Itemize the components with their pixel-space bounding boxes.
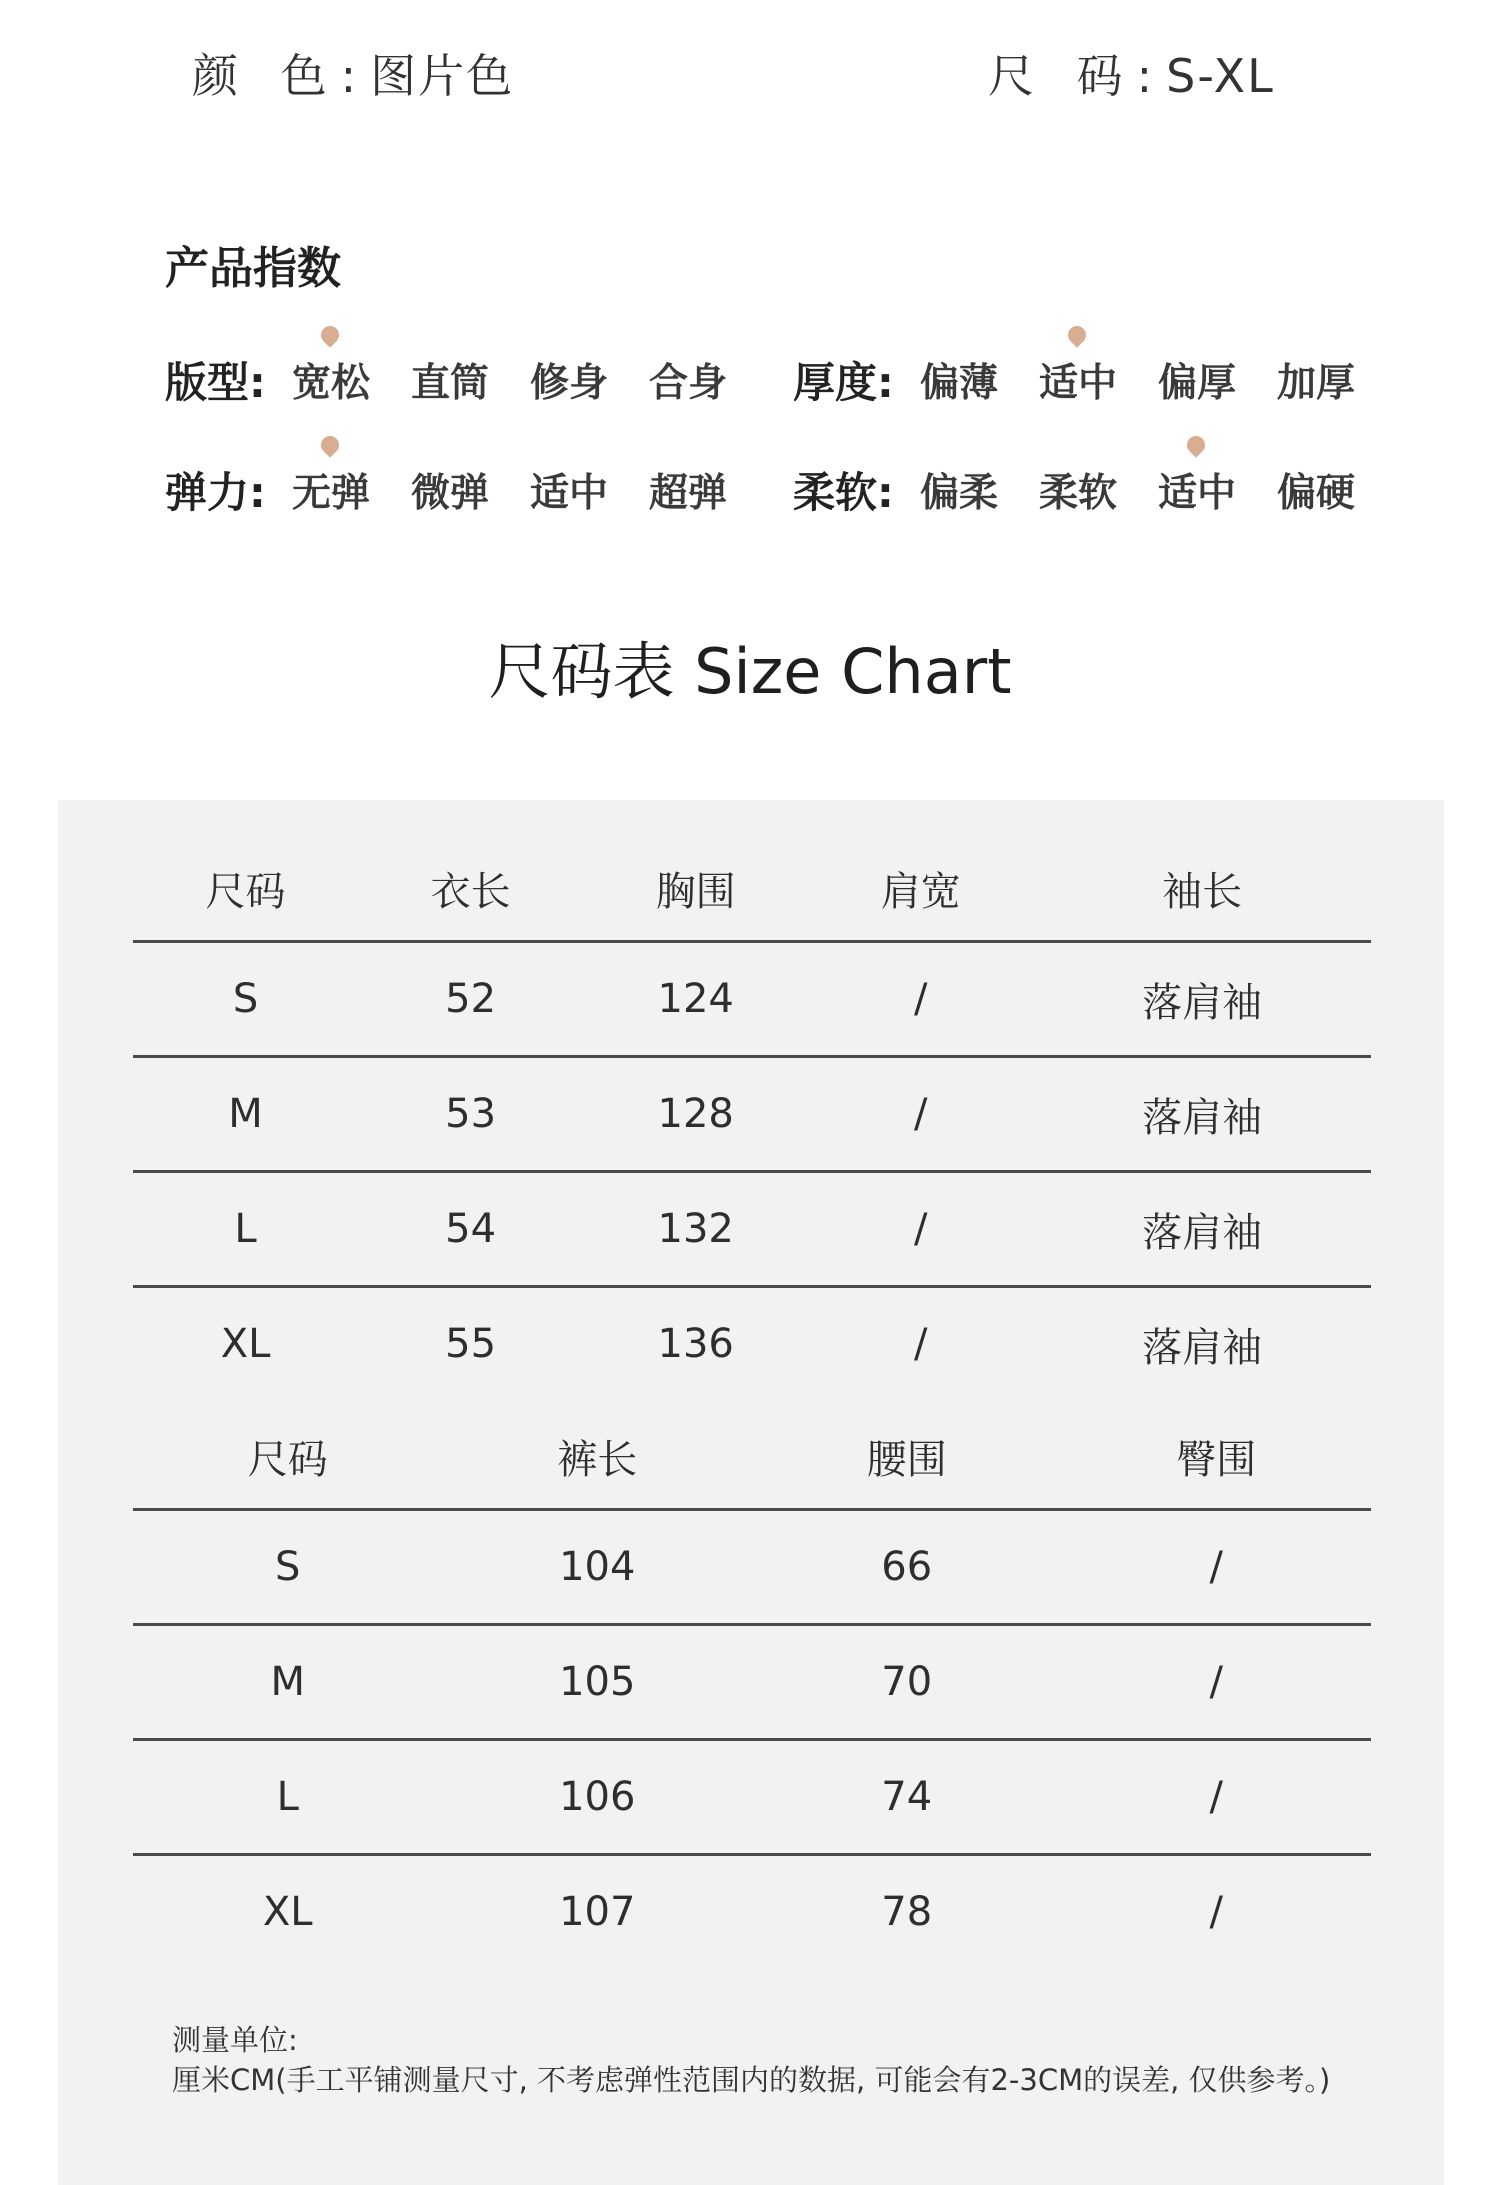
table-cell: 124 [583,942,808,1057]
table-header-cell: 袖长 [1033,836,1371,942]
index-label: 厚度: [793,358,894,407]
table-cell: XL [262,1889,313,1935]
size-info [988,40,1275,106]
table-header-cell: 尺码 [133,1404,443,1510]
index-option: 适中 [1158,471,1237,516]
table-cell: / [1062,1625,1372,1740]
index-option: 加厚 [1277,361,1356,406]
index-option: 偏硬 [1277,471,1356,516]
table-header-cell: 腰围 [752,1404,1062,1510]
index-option: 宽松 [292,361,371,406]
table-cell: / [808,942,1033,1057]
table-cell: XL [220,1321,271,1367]
table-header-cell: 尺码 [133,836,358,942]
index-label: 弹力: [165,468,266,517]
table-row [133,1510,1371,1625]
measurement-unit-text: 厘米CM(手工平铺测量尺寸, 不考虑弹性范围内的数据, 可能会有2-3CM的误差, 仅供参考。) [172,2063,1331,2097]
table-cell: / [1062,1510,1372,1625]
table-cell: 132 [583,1172,808,1287]
table-cell: L [133,1172,358,1287]
selected-marker-icon [317,432,342,457]
table-header-row [133,1404,1371,1510]
table-cell: M [133,1057,358,1172]
table-header-cell: 衣长 [358,836,583,942]
table-row [133,1057,1371,1172]
table-row [133,1740,1371,1855]
table-cell: 106 [443,1740,753,1855]
table-row [133,1855,1371,1969]
table-cell: 66 [752,1510,1062,1625]
index-option: 修身 [530,361,609,406]
table-cell: M [133,1625,443,1740]
table-cell: S [133,1510,443,1625]
measurement-unit-label: 测量单位: [172,2023,298,2057]
table-cell: L [133,1740,443,1855]
index-option: 柔软 [1039,471,1118,516]
table-cell: / [808,1172,1033,1287]
size-label: 尺 码: [988,49,1167,103]
product-index-title: 产品指数 [165,243,341,294]
color-info [192,40,514,106]
table-row [133,1287,1371,1401]
index-option: 偏柔 [920,471,999,516]
index-option: 合身 [649,361,728,406]
table-header-cell: 肩宽 [808,836,1033,942]
table-cell: 52 [358,942,583,1057]
measurement-note [172,2020,1330,2100]
table-cell: 74 [752,1740,1062,1855]
size-value: S-XL [1166,49,1275,103]
tops-size-table [133,836,1371,1400]
pants-size-table [133,1404,1371,1968]
table-header-cell: 裤长 [443,1404,753,1510]
table-cell: S [133,942,358,1057]
table-header-row [133,836,1371,942]
table-cell: 55 [445,1321,497,1367]
index-option: 微弹 [411,471,490,516]
table-cell: 落肩袖 [1142,1324,1263,1371]
table-cell: / [1209,1889,1223,1935]
selected-marker-icon [1183,432,1208,457]
table-cell: 53 [358,1057,583,1172]
index-option: 超弹 [649,471,728,516]
selected-marker-icon [317,322,342,347]
index-option: 适中 [530,471,609,516]
selected-marker-icon [1064,322,1089,347]
color-label: 颜 色: [192,49,371,103]
index-option: 偏薄 [920,361,999,406]
index-option: 直筒 [411,361,490,406]
index-option: 偏厚 [1158,361,1237,406]
table-cell: 落肩袖 [1033,1057,1371,1172]
table-cell: 54 [358,1172,583,1287]
table-cell: 128 [583,1057,808,1172]
table-cell: / [1062,1740,1372,1855]
index-label: 柔软: [793,468,894,517]
table-header-cell: 臀围 [1062,1404,1372,1510]
table-cell: 104 [443,1510,753,1625]
table-cell: / [914,1321,928,1367]
color-value: 图片色 [370,49,515,103]
table-cell: 落肩袖 [1033,942,1371,1057]
table-cell: 105 [443,1625,753,1740]
table-row [133,942,1371,1057]
size-chart-title: 尺码表 Size Chart [488,635,1012,708]
index-option: 无弹 [292,471,371,516]
table-cell: 107 [559,1889,636,1935]
table-row [133,1625,1371,1740]
table-cell: 78 [881,1889,933,1935]
index-label: 版型: [165,358,266,407]
table-cell: 136 [657,1321,734,1367]
index-option: 适中 [1039,361,1118,406]
table-cell: 70 [752,1625,1062,1740]
table-cell: / [808,1057,1033,1172]
table-header-cell: 胸围 [583,836,808,942]
table-row [133,1172,1371,1287]
table-cell: 落肩袖 [1033,1172,1371,1287]
